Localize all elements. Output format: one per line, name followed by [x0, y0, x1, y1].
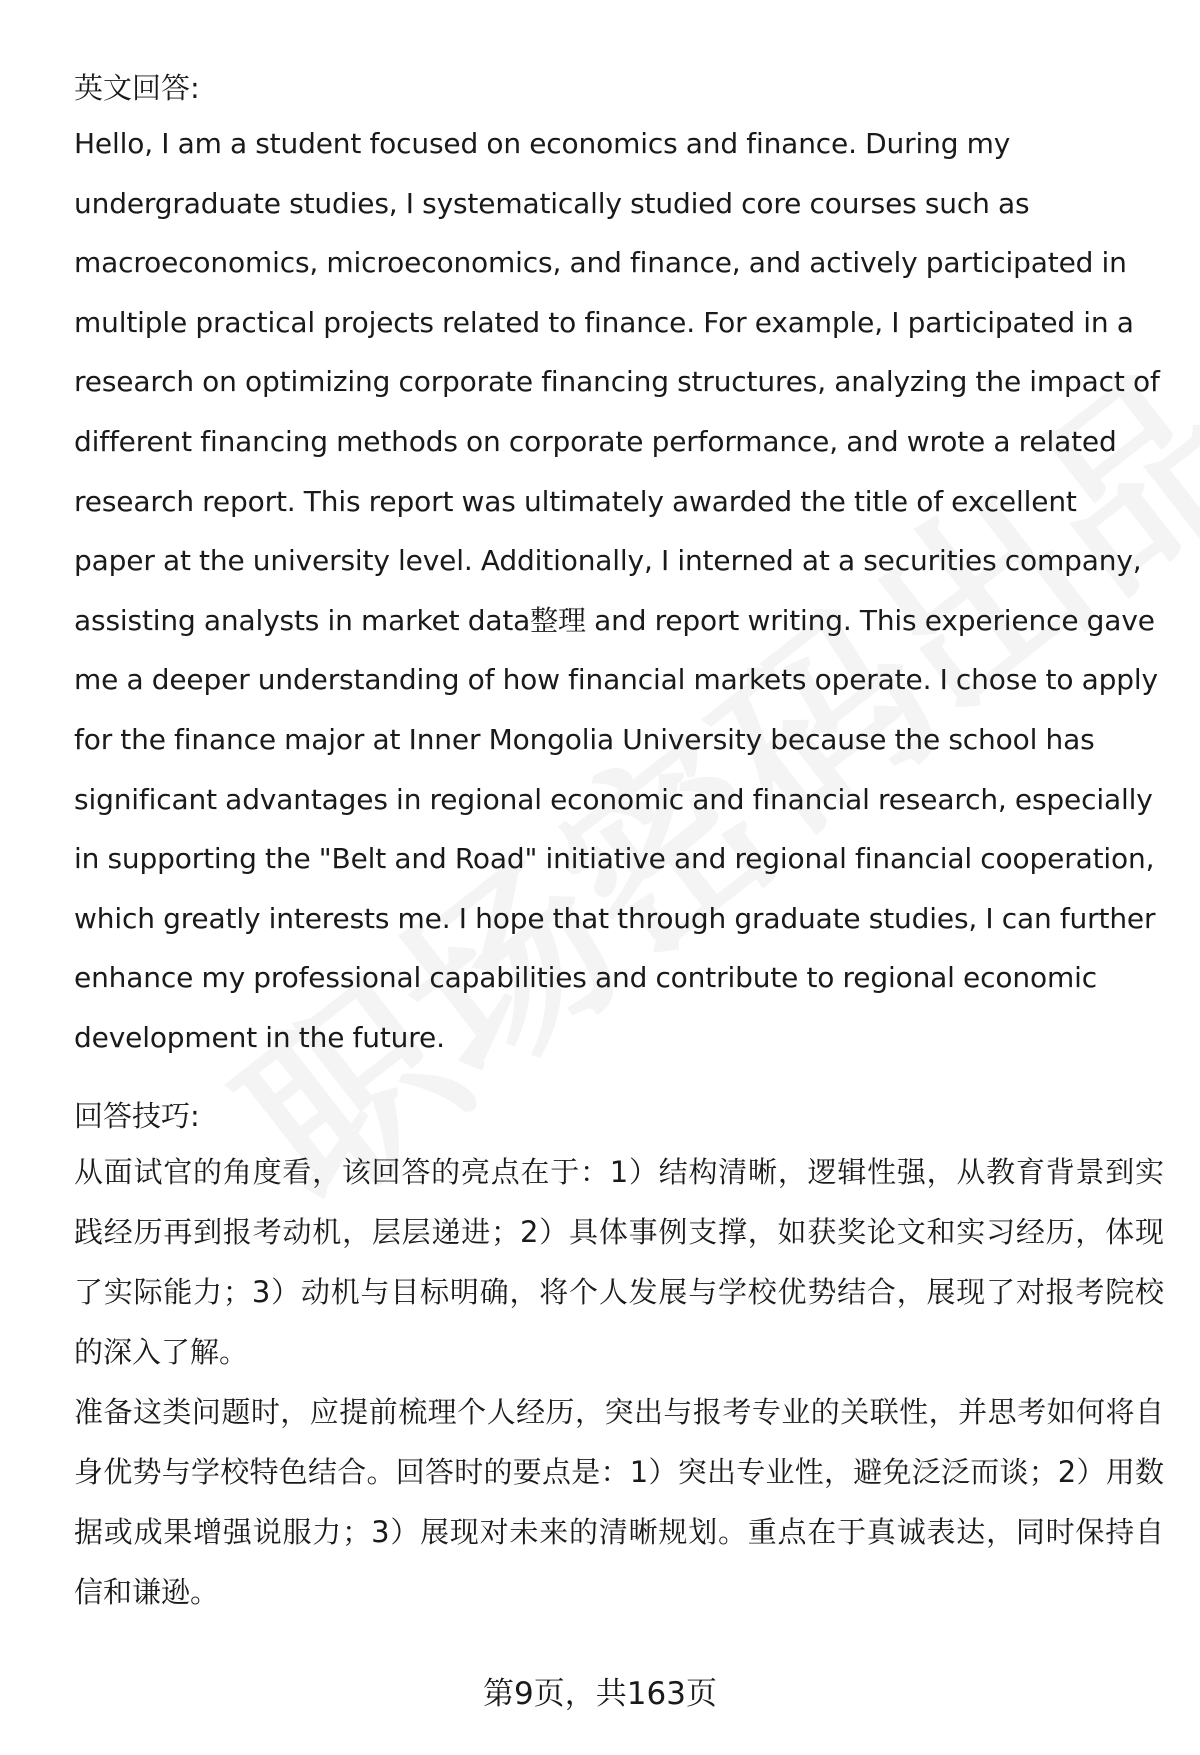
page-content: [74, 62, 1164, 1622]
page-number: 第9页，共163页: [483, 1676, 717, 1712]
english-answer-heading: 英文回答:: [74, 71, 200, 105]
answer-tips-paragraph: 准备这类问题时，应提前梳理个人经历，突出与报考专业的关联性，并思考如何将自身优势与学校特色结合。回答时的要点是：1）突出专业性，避免泛泛而谈；2）用数据或成果增强说服力；3）展现对未来的清晰规划。重点在于真诚表达，同时保持自信和谦逊。: [74, 1394, 1164, 1609]
answer-tips-paragraph: 从面试官的角度看，该回答的亮点在于：1）结构清晰，逻辑性强，从教育背景到实践经历再到报考动机，层层递进；2）具体事例支撑，如获奖论文和实习经历，体现了实际能力；3）动机与目标明确，将个人发展与学校优势结合，展现了对报考院校的深入了解。: [74, 1154, 1164, 1369]
english-answer-section: [74, 62, 1164, 1068]
answer-tips-heading: 回答技巧:: [74, 1098, 200, 1133]
english-answer-text: Hello, I am a student focused on economics and finance. During my undergraduate studies, I systematically studied core courses such as macroeconomics, microeconomics, and finance, and actively participated in multiple practical projects related to finance. For example, I participated in a research on optimizing corporate financing structures, analyzing the impact of different financing methods on corporate performance, and wrote a related research report. This report was ultimately awarded the title of excellent paper at the university level. Additionally, I interned at a securities company, assisting analysts in market data整理 and report writing. This experience gave me a deeper understanding of how financial markets operate. I chose to apply for the finance major at Inner Mongolia University because the school has significant advantages in regional economic and financial research, especially in supporting the "Belt and Road" initiative and regional financial cooperation, which greatly interests me. I hope that through graduate studies, I can further enhance my professional capabilities and contribute to regional economic development in the future.: [74, 127, 1160, 1054]
answer-tips-section: [74, 1090, 1164, 1622]
